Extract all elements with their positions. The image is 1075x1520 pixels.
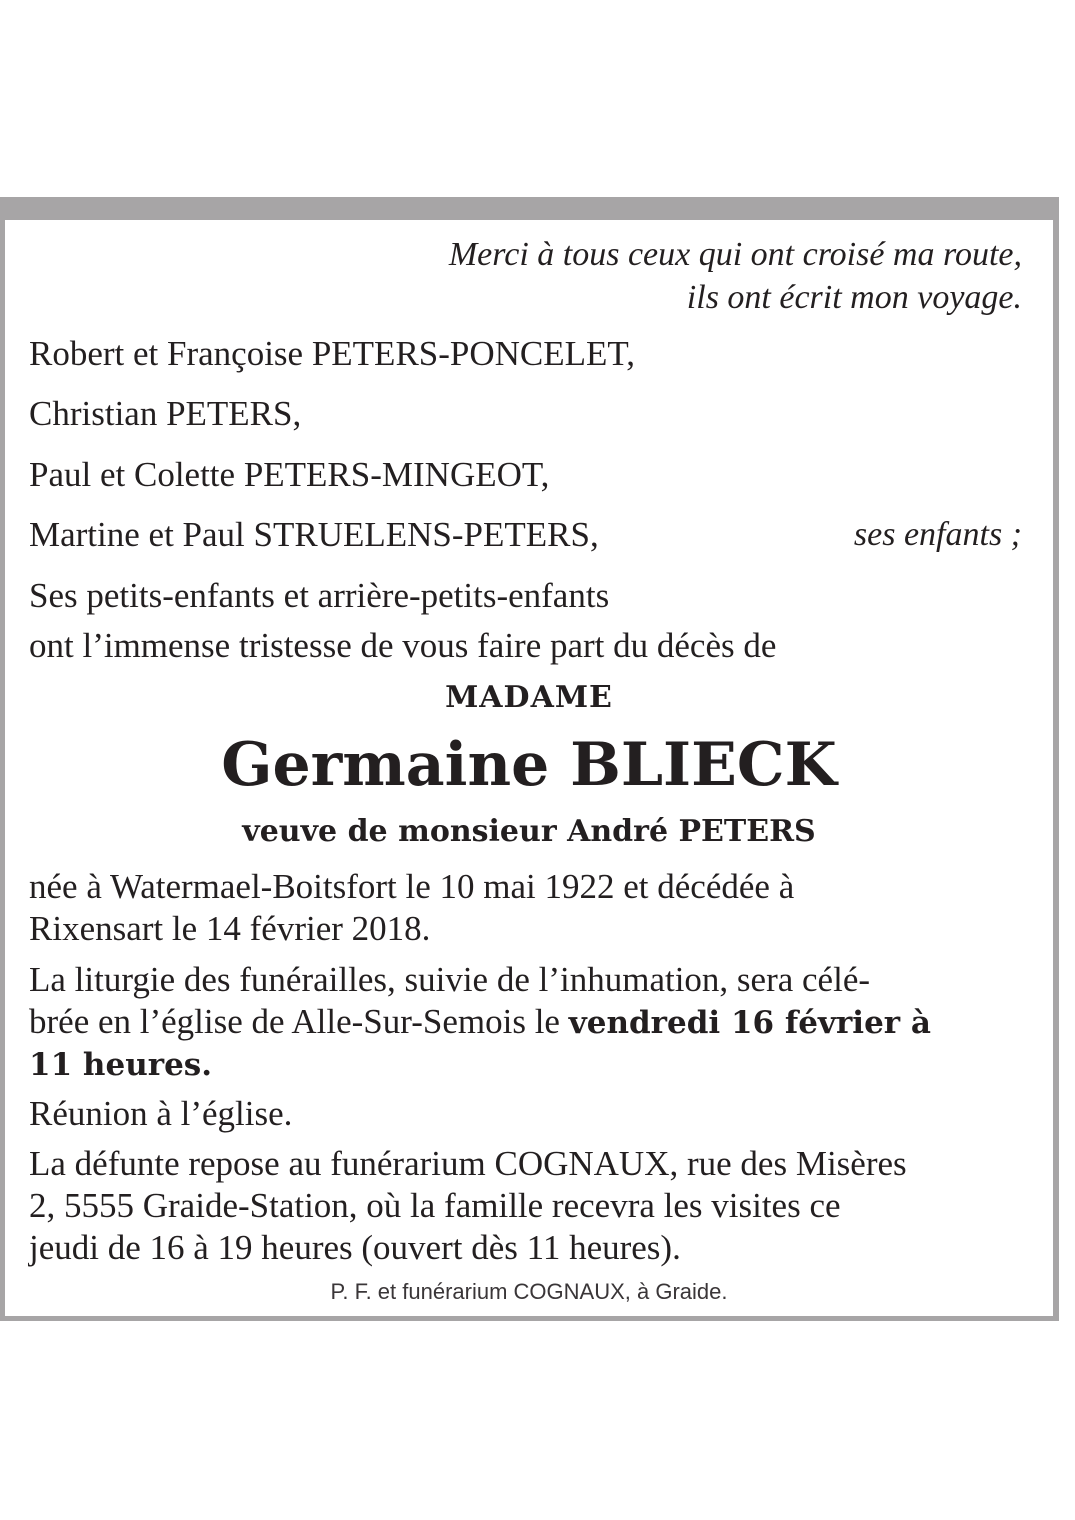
birth-death-line-2: Rixensart le 14 février 2018. xyxy=(29,909,431,948)
ceremony-line-1: La liturgie des funérailles, suivie de l’inhumation, sera célé- xyxy=(29,960,871,999)
obituary-card xyxy=(5,220,1053,1316)
deceased-title: MADAME xyxy=(445,680,613,715)
announcement-line: ont l’immense tristesse de vous faire part du décès de xyxy=(29,626,777,665)
visitation-line-3: jeudi de 16 à 19 heures (ouvert dès 11 heures). xyxy=(29,1228,681,1267)
visitation-line-1: La défunte repose au funérarium COGNAUX, rue des Misères xyxy=(29,1144,907,1183)
meeting-line: Réunion à l’église. xyxy=(29,1094,293,1133)
ceremony-line-2 xyxy=(29,1001,931,1044)
family-member: Paul et Colette PETERS-MINGEOT, xyxy=(29,455,550,494)
visitation-line-2: 2, 5555 Graide-Station, où la famille recevra les visites ce xyxy=(29,1186,841,1225)
family-role: ses enfants ; xyxy=(853,516,1022,553)
birth-death-line-1: née à Watermael-Boitsfort le 10 mai 1922 et décédée à xyxy=(29,867,795,906)
family-member: Christian PETERS, xyxy=(29,394,302,433)
funeral-home-credit: P. F. et funérarium COGNAUX, à Graide. xyxy=(330,1279,728,1304)
deceased-name: Germaine BLIECK xyxy=(221,730,837,800)
ceremony-time: 11 heures. xyxy=(29,1047,213,1083)
grandchildren-line: Ses petits-enfants et arrière-petits-enfants xyxy=(29,576,610,615)
quote-line-2: ils ont écrit mon voyage. xyxy=(686,279,1022,316)
notice-frame xyxy=(0,197,1059,1321)
ceremony-line-3 xyxy=(29,1043,212,1086)
widow-of-line: veuve de monsieur André PETERS xyxy=(242,814,816,849)
ceremony-location: brée en l’église de Alle-Sur-Semois le xyxy=(29,1002,569,1041)
quote-line-1: Merci à tous ceux qui ont croisé ma route, xyxy=(448,236,1022,273)
ceremony-date: vendredi 16 février à xyxy=(568,1005,932,1041)
family-member: Martine et Paul STRUELENS-PETERS, xyxy=(29,515,599,554)
family-member: Robert et Françoise PETERS-PONCELET, xyxy=(29,334,635,373)
